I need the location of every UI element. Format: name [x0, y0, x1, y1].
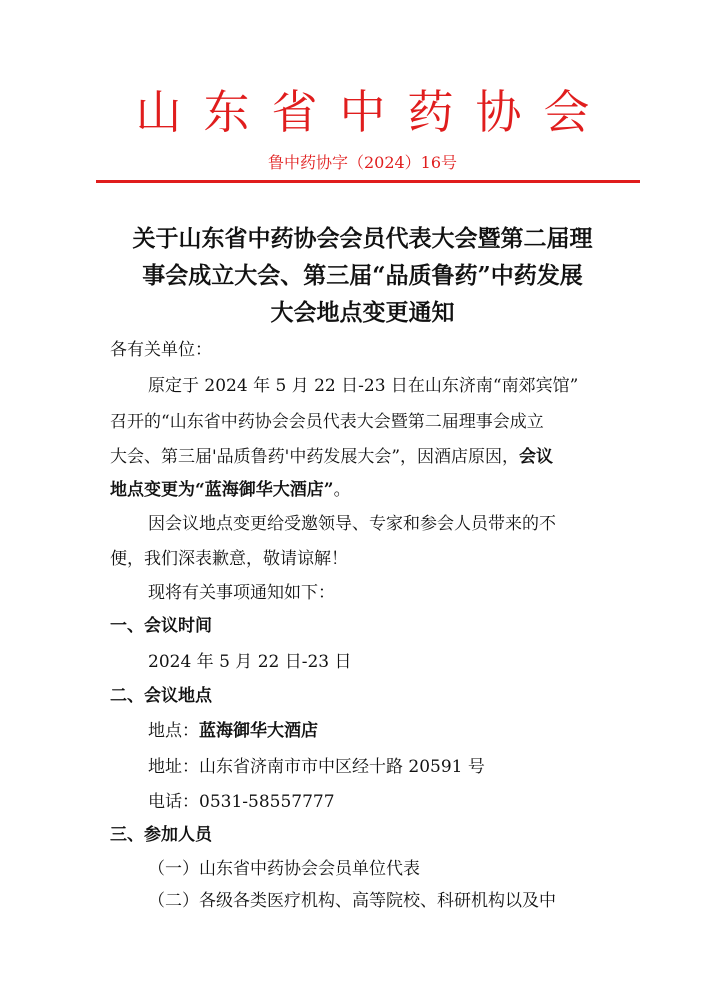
paragraph1-line3-text: 大会、第三届'品质鲁药'中药发展大会”，因酒店原因，: [110, 447, 520, 467]
title-line-3: 大会地点变更通知: [270, 299, 455, 326]
paragraph1-line4-end: 。: [333, 480, 351, 500]
document-number: 鲁中药协字（2024）16号: [267, 153, 458, 172]
place-value: 蓝海御华大酒店: [199, 721, 318, 741]
paragraph2-line2: 便，我们深表歉意，敬请谅解！: [110, 549, 348, 569]
paragraph1-line4: [110, 477, 351, 503]
issuing-organization-name: 山东省中药协会: [135, 85, 612, 139]
title-line-1: 关于山东省中药协会会员代表大会暨第二届理: [132, 225, 593, 252]
venue-change-highlight: 地点变更为“蓝海御华大酒店”: [110, 480, 334, 500]
section2-heading: 二、会议地点: [110, 686, 212, 706]
document-title: [90, 220, 635, 331]
section1-heading: 一、会议时间: [110, 616, 212, 636]
red-divider-line: [96, 180, 640, 183]
participant-item-2: （二）各级各类医疗机构、高等院校、科研机构以及中: [148, 891, 556, 911]
paragraph1-line3: [110, 444, 553, 470]
paragraph1-line1: 原定于 2024 年 5 月 22 日-23 日在山东济南“南郊宾馆”: [148, 376, 579, 396]
paragraph2-line1: 因会议地点变更给受邀领导、专家和参会人员带来的不: [148, 514, 556, 534]
meeting-phone: 电话：0531-58557777: [148, 792, 335, 812]
meeting-date: 2024 年 5 月 22 日-23 日: [148, 652, 352, 672]
paragraph1-line2: 召开的“山东省中药协会会员代表大会暨第二届理事会成立: [110, 412, 544, 432]
participant-item-1: （一）山东省中药协会会员单位代表: [148, 859, 420, 879]
title-line-2: 事会成立大会、第三届“品质鲁药”中药发展: [142, 262, 583, 289]
place-label: 地点：: [148, 721, 199, 741]
meeting-place: [148, 718, 318, 744]
meeting-address: 地址：山东省济南市市中区经十路 20591 号: [148, 757, 485, 777]
intro-line: 现将有关事项通知如下：: [148, 583, 335, 603]
paragraph1-line3-bold: 会议: [519, 447, 554, 467]
salutation: 各有关单位：: [110, 340, 212, 360]
section3-heading: 三、参加人员: [110, 825, 212, 845]
